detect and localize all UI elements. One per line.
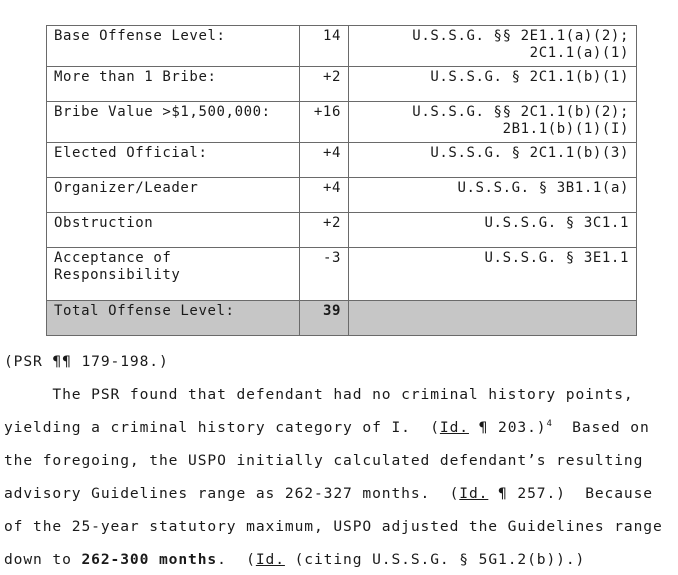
paragraph-line [4, 551, 585, 568]
citation-line: U.S.S.G. §§ 2C1.1(b)(2); [412, 104, 629, 120]
total-label: Total Offense Level: [47, 301, 300, 336]
row-level: 14 [300, 26, 349, 67]
row-level: +4 [300, 178, 349, 213]
paragraph-line: of the 25-year statutory maximum, USPO adjusted the Guidelines range [4, 518, 663, 535]
offense-level-table [46, 25, 637, 336]
total-level: 39 [300, 301, 349, 336]
row-label: More than 1 Bribe: [47, 67, 300, 102]
paragraph-line: The PSR found that defendant had no criminal history points, [4, 386, 634, 403]
table-row [47, 67, 637, 102]
row-citation: U.S.S.G. § 3C1.1 [349, 213, 637, 248]
row-citation: U.S.S.G. § 3E1.1 [349, 248, 637, 301]
table-row [47, 178, 637, 213]
paragraph-line [4, 419, 650, 436]
text-run: advisory Guidelines range as 262-327 months. ( [4, 485, 460, 502]
text-run: . ( [217, 551, 256, 568]
total-row [47, 301, 637, 336]
row-level: -3 [300, 248, 349, 301]
row-level: +2 [300, 67, 349, 102]
guidelines-range: 262-300 months [81, 551, 218, 568]
paragraph-line: the foregoing, the USPO initially calculated defendant’s resulting [4, 452, 644, 469]
row-label: Bribe Value >$1,500,000: [47, 102, 300, 143]
text-run: (citing U.S.S.G. § 5G1.2(b)).) [284, 551, 586, 568]
label-line: Responsibility [54, 267, 181, 283]
label-line: Acceptance of [54, 250, 172, 266]
table-row [47, 102, 637, 143]
text-run: yielding a criminal history category of I. ( [4, 419, 440, 436]
table-row [47, 26, 637, 67]
id-citation: Id. [255, 551, 285, 568]
text-run: down to [4, 551, 82, 568]
text-run: ¶ 203.) [468, 419, 547, 436]
id-citation: Id. [459, 485, 489, 502]
row-citation: U.S.S.G. § 2C1.1(b)(1) [349, 67, 637, 102]
row-level: +16 [300, 102, 349, 143]
row-level: +4 [300, 143, 349, 178]
row-citation: U.S.S.G. § 3B1.1(a) [349, 178, 637, 213]
text-run: ¶ 257.) Because [488, 485, 653, 502]
row-citation: U.S.S.G. § 2C1.1(b)(3) [349, 143, 637, 178]
citation-line: U.S.S.G. §§ 2E1.1(a)(2); [412, 28, 629, 44]
total-citation-empty [349, 301, 637, 336]
table-row [47, 143, 637, 178]
row-citation [349, 26, 637, 67]
row-label: Obstruction [47, 213, 300, 248]
row-label: Base Offense Level: [47, 26, 300, 67]
row-label: Elected Official: [47, 143, 300, 178]
psr-reference: (PSR ¶¶ 179-198.) [4, 353, 169, 370]
row-citation [349, 102, 637, 143]
row-level: +2 [300, 213, 349, 248]
row-label [47, 248, 300, 301]
footnote-marker[interactable]: 4 [546, 419, 553, 429]
paragraph-line [4, 485, 653, 502]
citation-line: 2B1.1(b)(1)(I) [502, 121, 629, 137]
table-row [47, 248, 637, 301]
citation-line: 2C1.1(a)(1) [529, 45, 629, 61]
id-citation: Id. [439, 419, 469, 436]
row-label: Organizer/Leader [47, 178, 300, 213]
table-row [47, 213, 637, 248]
text-run: Based on [552, 419, 650, 436]
